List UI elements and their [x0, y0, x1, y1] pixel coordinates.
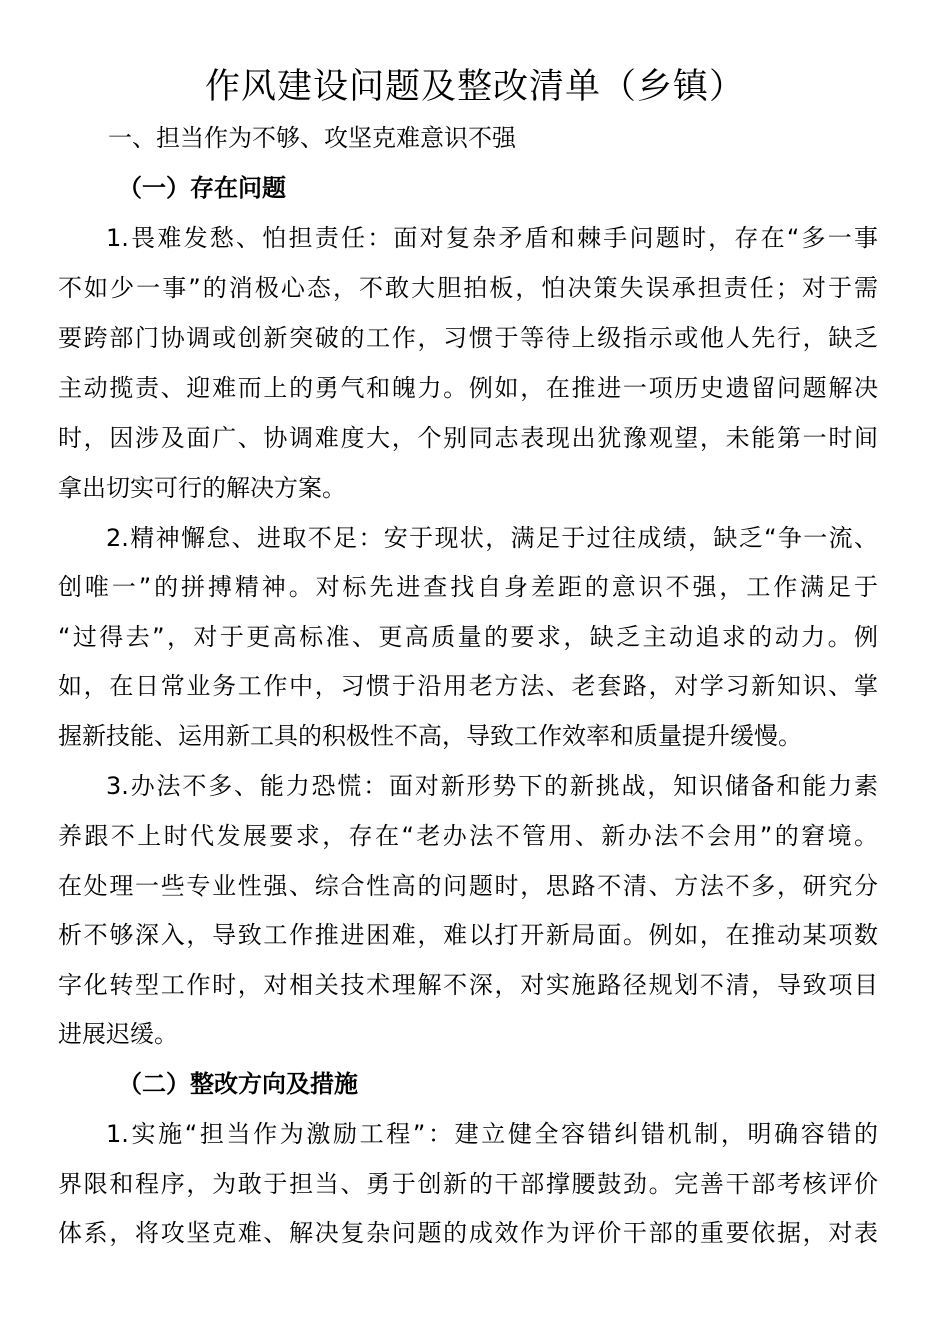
problem-1-line-4: 主动揽责、迎难而上的勇气和魄力。例如，在推进一项历史遗留问题解决 [58, 374, 878, 402]
measures-heading: （二）整改方向及措施 [118, 1070, 358, 1098]
problem-2-line-2: 创唯一”的拼搏精神。对标先进查找自身差距的意识不强，工作满足于 [58, 573, 878, 601]
problem-1-line-3: 要跨部门协调或创新突破的工作，习惯于等待上级指示或他人先行，缺乏 [58, 324, 878, 352]
problem-1-line-1: 1.畏难发愁、怕担责任：面对复杂矛盾和棘手问题时，存在“多一事 [106, 224, 878, 252]
problem-3-line-3: 在处理一些专业性强、综合性高的问题时，思路不清、方法不多，研究分 [58, 872, 878, 900]
problem-3-line-2: 养跟不上时代发展要求，存在“老办法不管用、新办法不会用”的窘境。 [58, 822, 878, 850]
problem-1-line-5: 时，因涉及面广、协调难度大，个别同志表现出犹豫观望，未能第一时间 [58, 424, 878, 452]
problem-3-line-6: 进展迟缓。 [58, 1020, 178, 1048]
problem-2-line-1: 2.精神懈怠、进取不足：安于现状，满足于过往成绩，缺乏“争一流、 [106, 524, 878, 552]
problem-3-line-1: 3.办法不多、能力恐慌：面对新形势下的新挑战，知识储备和能力素 [106, 772, 878, 800]
measure-1-line-2: 界限和程序，为敢于担当、勇于创新的干部撑腰鼓劲。完善干部考核评价 [58, 1170, 878, 1198]
document-title: 作风建设问题及整改清单（乡镇） [204, 67, 745, 107]
problem-2-line-3: “过得去”，对于更高标准、更高质量的要求，缺乏主动追求的动力。例 [58, 623, 878, 651]
section-heading: 一、担当作为不够、攻坚克难意识不强 [108, 124, 516, 152]
measure-1-line-1: 1.实施“担当作为激励工程”：建立健全容错纠错机制，明确容错的 [106, 1120, 878, 1148]
problem-1-line-2: 不如少一事”的消极心态，不敢大胆拍板，怕决策失误承担责任；对于需 [58, 274, 878, 302]
problem-1-line-6: 拿出切实可行的解决方案。 [58, 474, 346, 502]
problem-2-line-4: 如，在日常业务工作中，习惯于沿用老方法、老套路，对学习新知识、掌 [58, 672, 878, 700]
measure-1-line-3: 体系，将攻坚克难、解决复杂问题的成效作为评价干部的重要依据，对表 [58, 1219, 878, 1247]
problem-3-line-4: 析不够深入，导致工作推进困难，难以打开新局面。例如，在推动某项数 [58, 921, 878, 949]
problem-2-line-5: 握新技能、运用新工具的积极性不高，导致工作效率和质量提升缓慢。 [58, 722, 802, 750]
problem-3-line-5: 字化转型工作时，对相关技术理解不深，对实施路径规划不清，导致项目 [58, 971, 878, 999]
problems-heading: （一）存在问题 [118, 174, 286, 202]
